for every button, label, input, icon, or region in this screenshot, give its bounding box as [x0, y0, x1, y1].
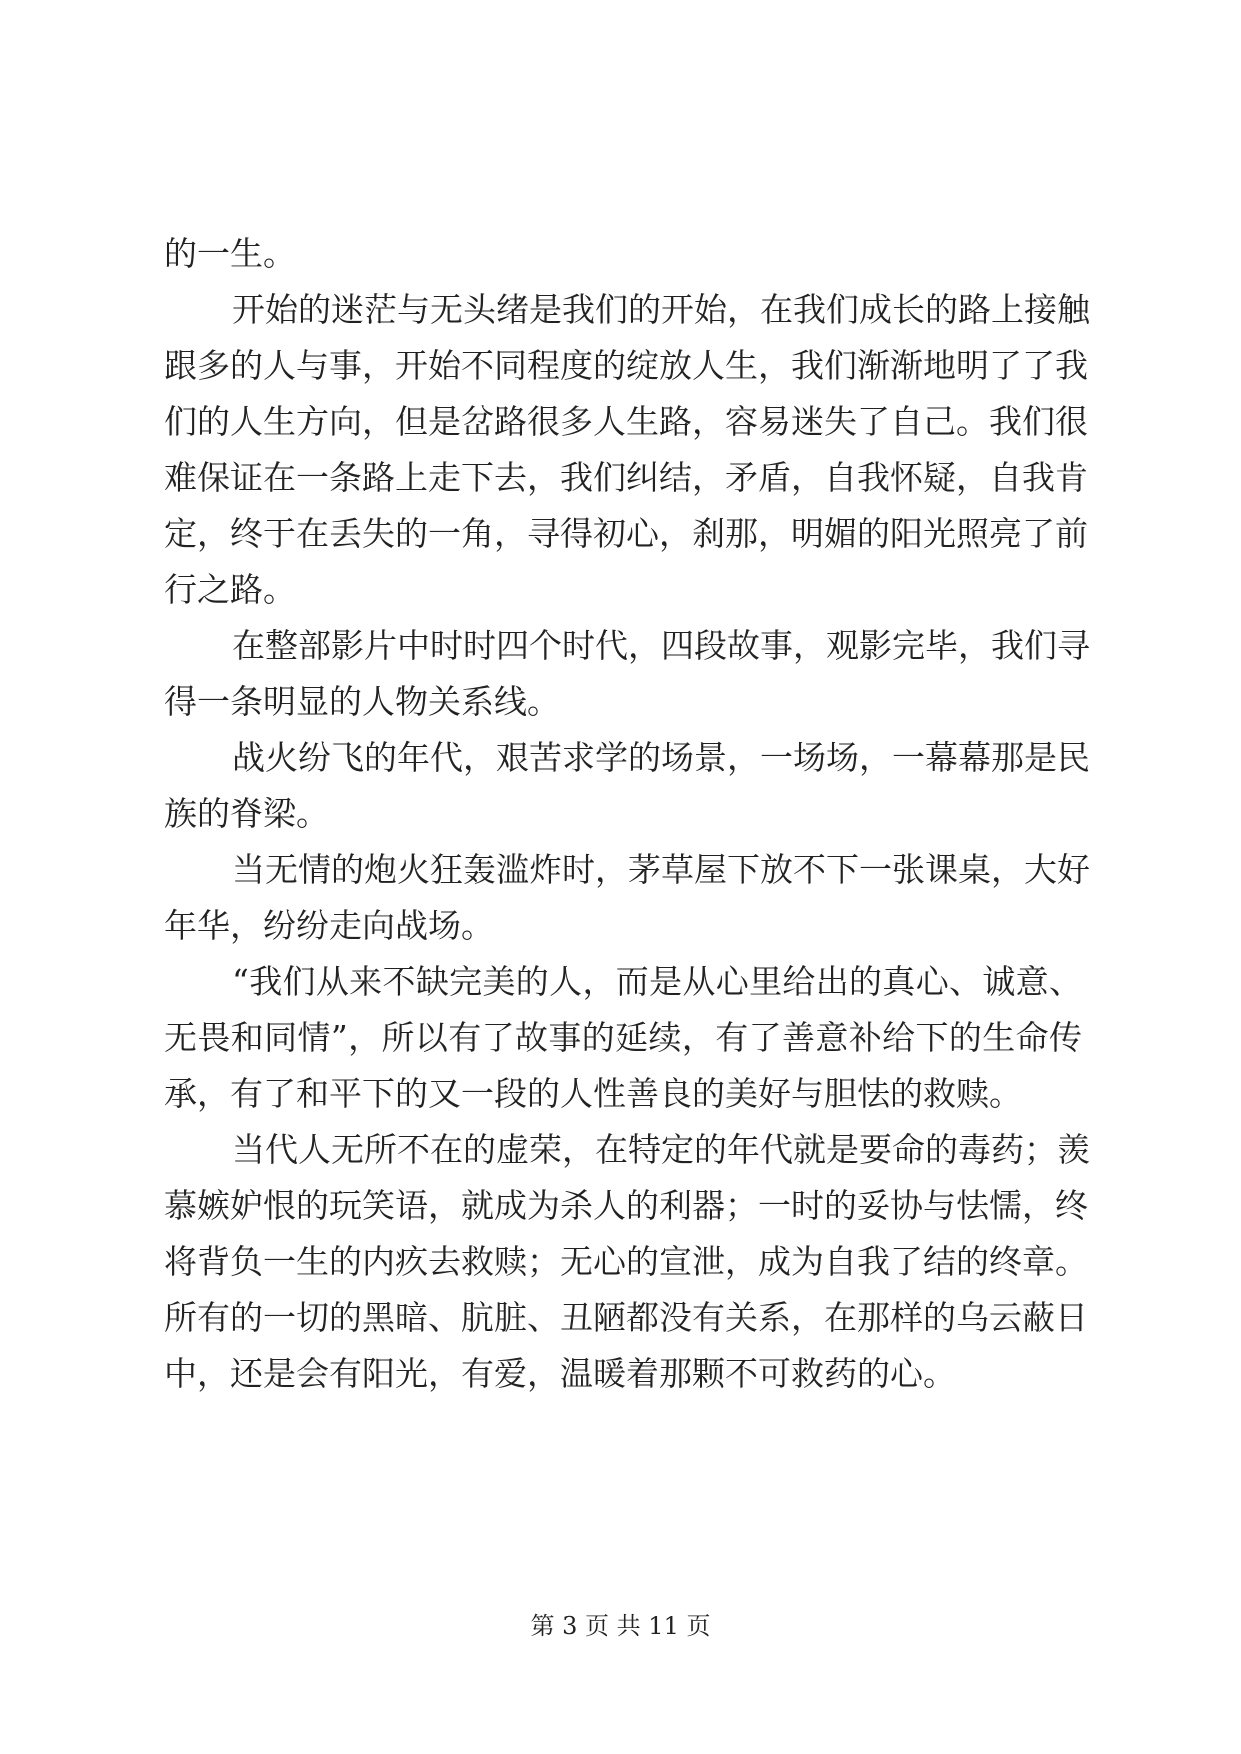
text-line: 们的人生方向，但是岔路很多人生路，容易迷失了自己。我们很: [164, 402, 1088, 441]
text-line: 无畏和同情”，所以有了故事的延续，有了善意补给下的生命传: [164, 1018, 1082, 1057]
text-line: 年华，纷纷走向战场。: [164, 906, 494, 945]
text-line: 定，终于在丢失的一角，寻得初心，刹那，明媚的阳光照亮了前: [164, 514, 1088, 553]
text-line: “我们从来不缺完美的人，而是从心里给出的真心、诚意、: [232, 962, 1082, 1001]
text-line: 在整部影片中时时四个时代，四段故事，观影完毕，我们寻: [232, 626, 1090, 665]
text-line: 跟多的人与事，开始不同程度的绽放人生，我们渐渐地明了了我: [164, 346, 1088, 385]
text-line: 当无情的炮火狂轰滥炸时，茅草屋下放不下一张课桌，大好: [232, 850, 1090, 889]
text-line: 战火纷飞的年代，艰苦求学的场景，一场场，一幕幕那是民: [232, 738, 1090, 777]
page-number-footer: 第 3 页 共 11 页: [530, 1612, 711, 1640]
text-line: 慕嫉妒恨的玩笑语，就成为杀人的利器；一时的妥协与怯懦，终: [164, 1186, 1088, 1225]
text-line: 承，有了和平下的又一段的人性善良的美好与胆怯的救赎。: [164, 1074, 1022, 1113]
text-line: 难保证在一条路上走下去，我们纠结，矛盾，自我怀疑，自我肯: [164, 458, 1088, 497]
text-line: 族的脊梁。: [164, 794, 329, 833]
text-line: 的一生。: [164, 234, 296, 273]
text-line: 所有的一切的黑暗、肮脏、丑陋都没有关系，在那样的乌云蔽日: [164, 1298, 1088, 1337]
text-line: 中，还是会有阳光，有爱，温暖着那颗不可救药的心。: [164, 1354, 956, 1393]
text-line: 行之路。: [164, 570, 296, 609]
text-line: 当代人无所不在的虚荣，在特定的年代就是要命的毒药；羡: [232, 1130, 1090, 1169]
text-line: 开始的迷茫与无头绪是我们的开始，在我们成长的路上接触: [232, 290, 1090, 329]
text-line: 得一条明显的人物关系线。: [164, 682, 560, 721]
text-line: 将背负一生的内疚去救赎；无心的宣泄，成为自我了结的终章。: [164, 1242, 1088, 1281]
